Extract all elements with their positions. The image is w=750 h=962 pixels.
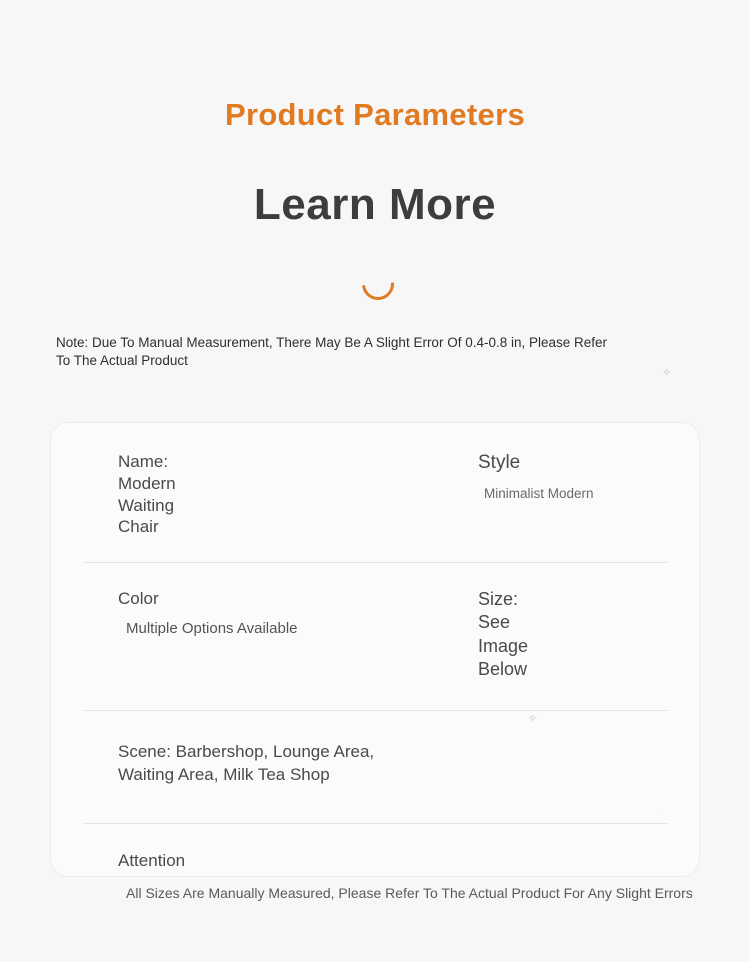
- table-row: [83, 710, 667, 824]
- row-name-label-line4: Chair: [118, 517, 159, 537]
- measurement-note: Note: Due To Manual Measurement, There May Be A Slight Error Of 0.4-0.8 in, Please Refer To The Actual Product: [56, 334, 608, 368]
- row-style-label: Style: [478, 452, 521, 473]
- row-color-value: Multiple Options Available: [126, 619, 298, 637]
- row-attention-cell: [83, 851, 693, 901]
- page-title: Product Parameters: [224, 97, 526, 132]
- row-style-cell: [468, 451, 667, 504]
- row-size-label: [478, 588, 548, 682]
- decorative-speck-icon: ✧: [662, 367, 672, 379]
- row-style-value: Minimalist Modern: [484, 486, 594, 502]
- decorative-speck-icon: ✧: [528, 713, 538, 725]
- row-size-cell: [468, 588, 667, 682]
- row-color-label: Color: [118, 589, 159, 608]
- parameters-table: [51, 423, 699, 927]
- row-size-label-line1: Size:: [478, 589, 519, 609]
- row-name-label: [118, 451, 196, 538]
- row-name-label-line3: Waiting: [118, 495, 175, 515]
- row-scene-line1: Scene: Barbershop, Lounge Area,: [118, 741, 375, 761]
- row-color-cell: [83, 588, 468, 639]
- row-attention-value: All Sizes Are Manually Measured, Please Refer To The Actual Product For Any Slight Errors: [126, 885, 693, 902]
- arc-swirl-icon: [358, 266, 392, 296]
- table-row: [83, 423, 667, 562]
- row-scene-cell: [83, 740, 667, 788]
- row-size-label-line4: Below: [478, 659, 528, 680]
- decorative-speck-icon: ·: [660, 808, 663, 818]
- row-name-cell: [83, 451, 468, 538]
- row-size-label-line3: Image: [478, 635, 529, 656]
- page-header: [0, 0, 750, 296]
- page-subtitle: Learn More: [253, 179, 497, 229]
- divider-ornament: [0, 266, 750, 296]
- row-size-label-line2: See: [478, 612, 511, 633]
- row-attention-label: Attention: [118, 851, 186, 871]
- row-scene-line2: Waiting Area, Milk Tea Shop: [118, 765, 330, 785]
- row-name-label-line2: Modern: [118, 473, 176, 493]
- parameters-card: [50, 422, 700, 902]
- table-row: [83, 823, 693, 927]
- row-name-label-line1: Name:: [118, 452, 169, 471]
- table-row: [83, 562, 667, 710]
